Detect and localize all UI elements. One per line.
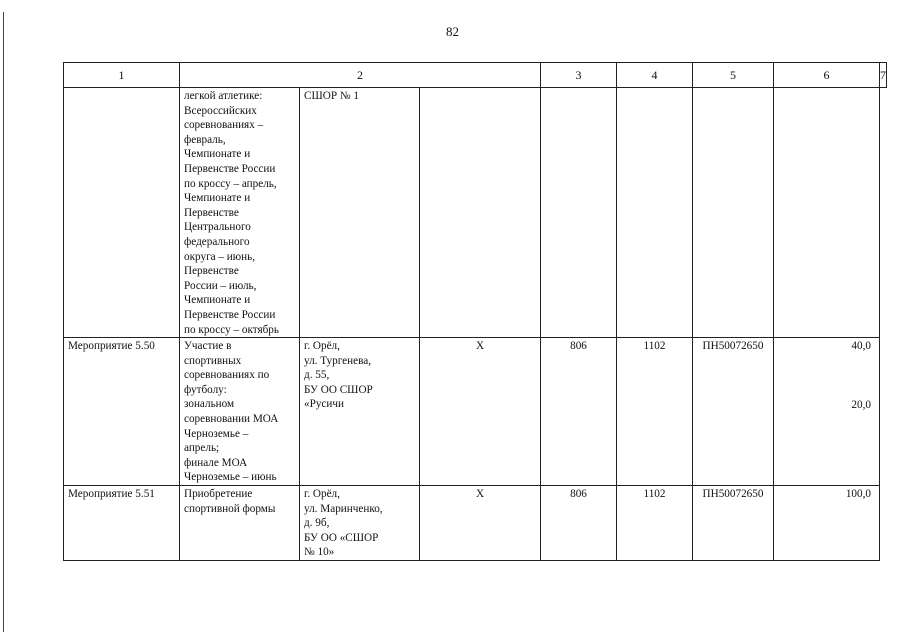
text-line: Чемпионате и (184, 192, 251, 205)
text-line: футболу: (184, 383, 227, 396)
text-line: округа – июнь, (184, 250, 256, 263)
text-line: Участие в (184, 340, 232, 353)
text-line: СШОР № 1 (304, 90, 359, 102)
col3-cell: Х (420, 338, 541, 486)
header-cell: 3 (541, 63, 617, 88)
col4-cell (541, 88, 617, 338)
text-line: соревнованиях по (184, 369, 270, 382)
header-cell: 1 (64, 63, 180, 88)
page-number: 82 (446, 24, 459, 39)
text-line: соревновании МОА (184, 413, 279, 426)
text-line: БУ ОО «СШОР (304, 531, 379, 544)
executor-cell (300, 486, 420, 561)
text-line: спортивной формы (184, 502, 276, 515)
table-row (64, 486, 887, 561)
amount-value: 20,0 (851, 398, 871, 411)
text-line: спортивных (184, 354, 242, 367)
text-line: финале МОА (184, 456, 248, 469)
col4-cell: 806 (541, 486, 617, 561)
text-line: Черноземье – июнь (184, 471, 277, 484)
amount-value: 100,0 (845, 488, 871, 501)
text-line: № 10» (304, 546, 335, 559)
col5-cell (617, 88, 693, 338)
text-line: д. 55, (304, 369, 330, 382)
header-cell: 5 (693, 63, 774, 88)
text-line: зональном (184, 398, 235, 411)
text-line: апрель; (184, 442, 220, 455)
text-line: «Русичи (304, 398, 344, 411)
amount-value: 40,0 (851, 340, 871, 353)
text-line: г. Орёл, (304, 340, 340, 353)
executor-cell (300, 338, 420, 486)
amount-spacer (778, 354, 871, 398)
budget-table (63, 62, 887, 561)
header-cell: 4 (617, 63, 693, 88)
col6-cell: ПН50072650 (693, 486, 774, 561)
text-line: Первенстве России (184, 308, 276, 321)
text-line: Чемпионате и (184, 294, 251, 307)
text-line: легкой атлетике: (184, 90, 263, 102)
col4-cell: 806 (541, 338, 617, 486)
text-line: Первенстве России (184, 162, 276, 175)
text-line: Центрального (184, 221, 251, 234)
description-cell (180, 88, 300, 338)
text-line: соревнованиях – (184, 119, 264, 132)
executor-cell (300, 88, 420, 338)
col7-cell (774, 88, 880, 338)
text-line: д. 9б, (304, 517, 330, 530)
event-cell: Мероприятие 5.50 (64, 338, 180, 486)
description-cell (180, 486, 300, 561)
col7-cell (774, 338, 880, 486)
col5-cell: 1102 (617, 338, 693, 486)
header-cell: 2 (180, 63, 541, 88)
text-line: Чемпионате и (184, 148, 251, 161)
text-line: Приобретение (184, 488, 253, 501)
text-line: БУ ОО СШОР (304, 383, 373, 396)
text-line: Первенстве (184, 265, 239, 278)
text-line: федерального (184, 235, 250, 248)
text-line: ул. Тургенева, (304, 354, 371, 367)
text-line: Первенстве (184, 206, 239, 219)
left-margin-rule (3, 12, 4, 632)
header-cell: 6 (774, 63, 880, 88)
col6-cell (693, 88, 774, 338)
col3-cell: Х (420, 486, 541, 561)
description-cell (180, 338, 300, 486)
col7-cell (774, 486, 880, 561)
header-row (64, 63, 887, 88)
table-row (64, 338, 887, 486)
text-line: Всероссийских (184, 104, 257, 117)
event-cell: Мероприятие 5.51 (64, 486, 180, 561)
text-line: ул. Маринченко, (304, 502, 383, 515)
text-line: февраль, (184, 133, 226, 146)
header-cell: 7 (880, 63, 887, 88)
col5-cell: 1102 (617, 486, 693, 561)
text-line: России – июль, (184, 279, 257, 292)
event-cell (64, 88, 180, 338)
col6-cell: ПН50072650 (693, 338, 774, 486)
text-line: Черноземье – (184, 427, 249, 440)
table-row (64, 88, 887, 338)
text-line: по кроссу – апрель, (184, 177, 277, 190)
text-line: г. Орёл, (304, 488, 340, 501)
text-line: по кроссу – октябрь (184, 323, 280, 336)
col3-cell (420, 88, 541, 338)
